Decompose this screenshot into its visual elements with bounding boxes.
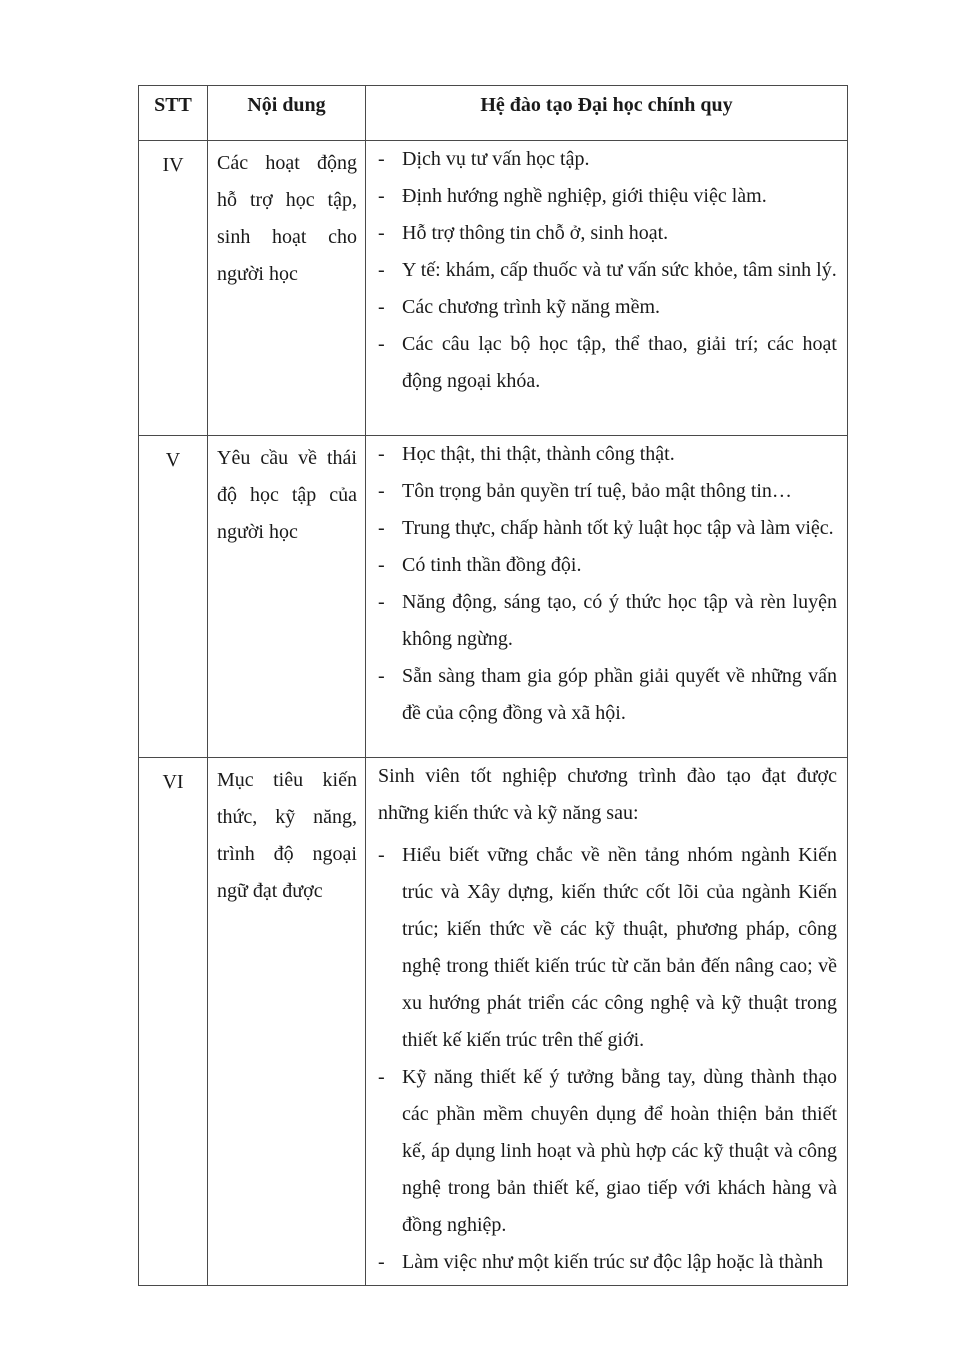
bullet-text: Các câu lạc bộ học tập, thể thao, giải trí; các hoạt động ngoại khóa. (402, 333, 837, 392)
header-noi-dung: Nội dung (208, 86, 366, 141)
bullet-dash-icon: - (378, 222, 385, 244)
bullet-item (378, 178, 837, 215)
bullet-item (378, 289, 837, 326)
bullet-item (378, 547, 837, 584)
table-row (139, 141, 848, 436)
bullet-dash-icon: - (378, 333, 385, 355)
bullet-text: Định hướng nghề nghiệp, giới thiệu việc làm. (402, 185, 767, 207)
row-topic-label: Mục tiêu kiến thức, kỹ năng, trình độ ngoại ngữ đạt được (208, 758, 366, 1286)
bullet-item (378, 326, 837, 400)
table-body (139, 141, 848, 1286)
bullet-dash-icon: - (378, 1066, 385, 1088)
bullet-dash-icon: - (378, 296, 385, 318)
bullet-item (378, 473, 837, 510)
table-header-row (139, 86, 848, 141)
bullet-text: Năng động, sáng tạo, có ý thức học tập và rèn luyện không ngừng. (402, 591, 837, 650)
bullet-text: Hỗ trợ thông tin chỗ ở, sinh hoạt. (402, 222, 669, 244)
table-row (139, 436, 848, 758)
curriculum-info-table (138, 85, 848, 1286)
bullet-text: Dịch vụ tư vấn học tập. (402, 148, 590, 170)
intro-paragraph: Sinh viên tốt nghiệp chương trình đào tạo đạt được những kiến thức và kỹ năng sau: (378, 765, 837, 824)
bullet-dash-icon: - (378, 591, 385, 613)
bullet-item (378, 215, 837, 252)
header-he-dao-tao: Hệ đào tạo Đại học chính quy (366, 86, 848, 141)
bullet-dash-icon: - (378, 844, 385, 866)
bullet-item (378, 584, 837, 658)
row-topic-label: Yêu cầu về thái độ học tập của người học (208, 436, 366, 758)
bullet-dash-icon: - (378, 148, 385, 170)
bullet-dash-icon: - (378, 443, 385, 465)
bullet-text: Y tế: khám, cấp thuốc và tư vấn sức khỏe, tâm sinh lý. (402, 259, 837, 281)
bullet-dash-icon: - (378, 517, 385, 539)
bullet-dash-icon: - (378, 480, 385, 502)
row-number: VI (139, 758, 208, 1286)
bullet-dash-icon: - (378, 665, 385, 687)
bullet-item (378, 252, 837, 289)
bullet-item (378, 658, 837, 732)
bullet-item (378, 1059, 837, 1244)
bullet-item (378, 141, 837, 178)
bullet-text: Tôn trọng bản quyền trí tuệ, bảo mật thông tin… (402, 480, 792, 502)
bullet-text: Hiểu biết vững chắc về nền tảng nhóm ngành Kiến trúc và Xây dựng, kiến thức cốt lõi của ngành Kiến trúc; kiến thức về các kỹ thuật, phương pháp, công nghệ trong thiết kiến trúc từ căn bản đến nâng cao; về xu hướng phát triển các công nghệ và kỹ thuật trong thiết kế kiến trúc trên thế giới. (402, 844, 837, 1051)
bullet-text: Học thật, thi thật, thành công thật. (402, 443, 675, 465)
bullet-text: Các chương trình kỹ năng mềm. (402, 296, 661, 318)
bullet-text: Có tinh thần đồng đội. (402, 554, 582, 576)
bullet-item (378, 510, 837, 547)
bullet-text: Sẵn sàng tham gia góp phần giải quyết về những vấn đề của cộng đồng và xã hội. (402, 665, 837, 724)
bullet-dash-icon: - (378, 259, 385, 281)
row-topic-label: Các hoạt động hỗ trợ học tập, sinh hoạt cho người học (208, 141, 366, 436)
bullet-text: Trung thực, chấp hành tốt kỷ luật học tập và làm việc. (402, 517, 834, 539)
bullet-text: Làm việc như một kiến trúc sư độc lập hoặc là thành (402, 1251, 823, 1273)
header-stt: STT (139, 86, 208, 141)
row-number: IV (139, 141, 208, 436)
bullet-item (378, 837, 837, 1059)
bullet-text: Kỹ năng thiết kế ý tưởng bằng tay, dùng thành thạo các phần mềm chuyên dụng để hoàn thiện bản thiết kế, áp dụng linh hoạt và phù hợp các kỹ thuật và công nghệ trong bản thiết kế, giao tiếp với khách hàng và đồng nghiệp. (402, 1066, 837, 1236)
bullet-item (378, 1244, 837, 1281)
row-number: V (139, 436, 208, 758)
row-content-cell (366, 758, 848, 1286)
bullet-dash-icon: - (378, 554, 385, 576)
bullet-dash-icon: - (378, 185, 385, 207)
row-content-cell (366, 141, 848, 436)
bullet-item (378, 436, 837, 473)
table-row (139, 758, 848, 1286)
bullet-dash-icon: - (378, 1251, 385, 1273)
row-content-cell (366, 436, 848, 758)
